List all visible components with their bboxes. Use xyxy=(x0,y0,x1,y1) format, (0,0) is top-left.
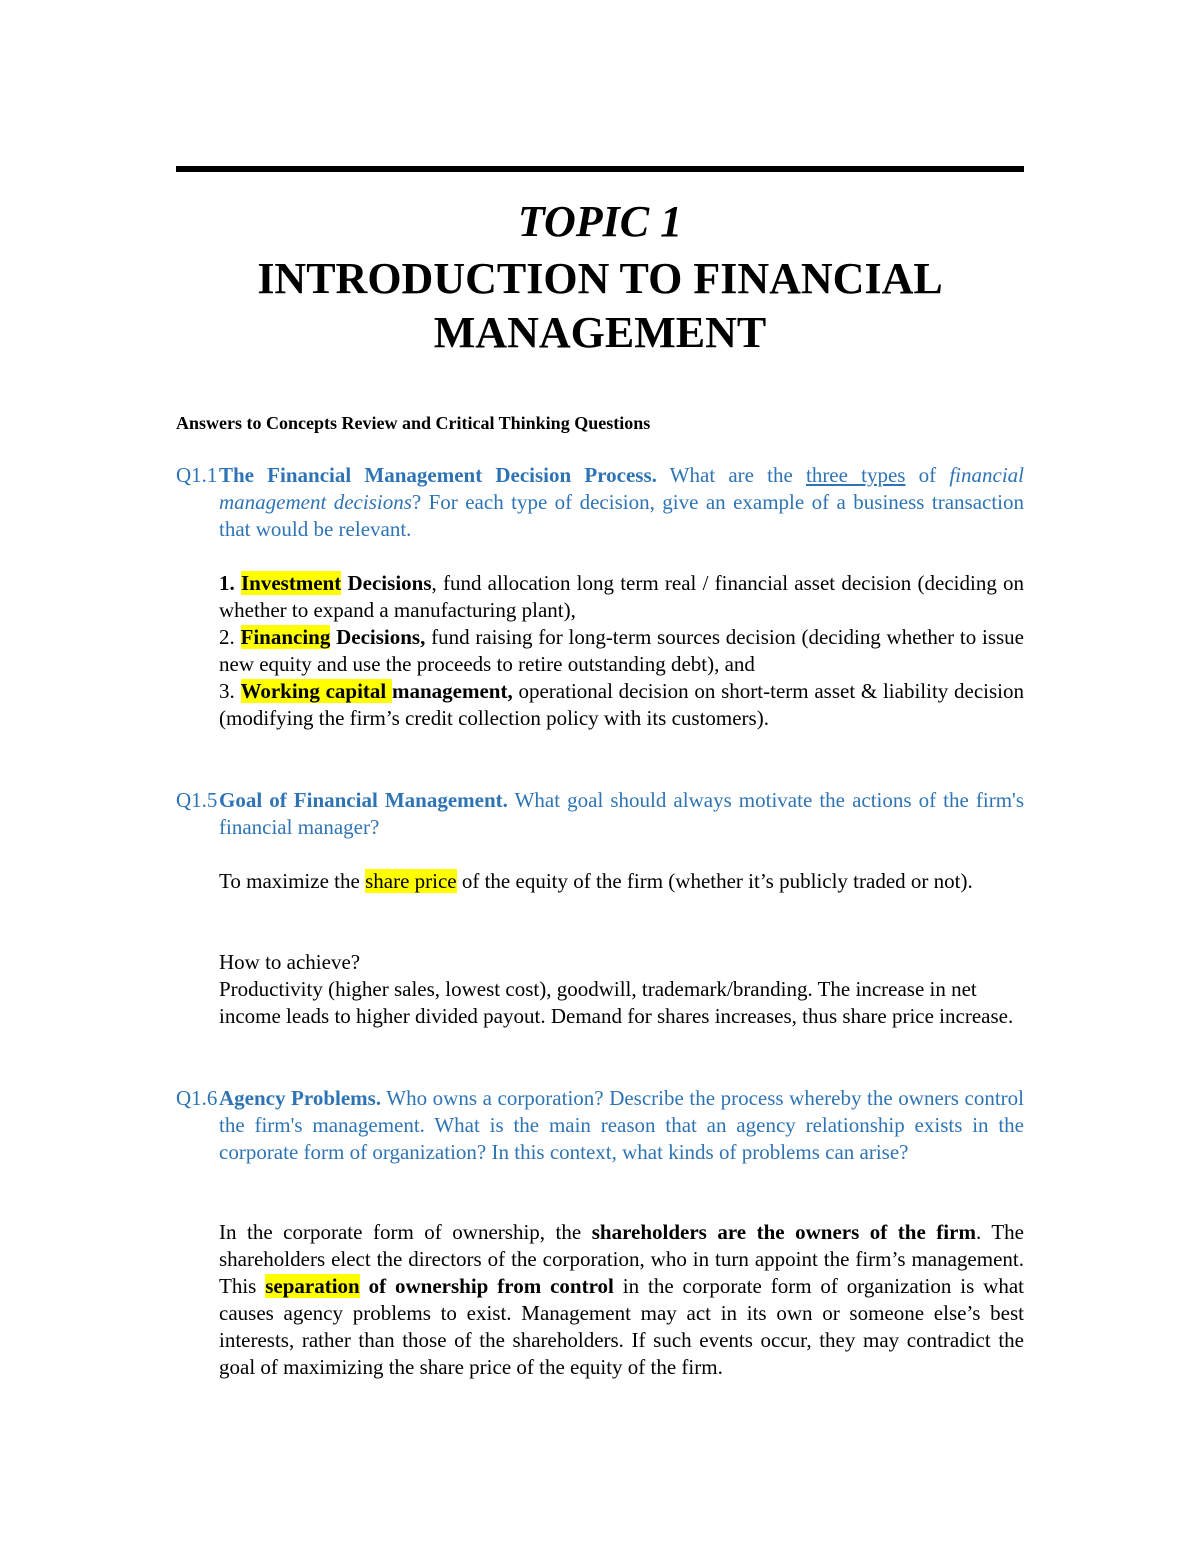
answer-1-1 xyxy=(219,570,1024,732)
question-text xyxy=(219,787,1024,841)
question-1-6 xyxy=(176,1085,1024,1166)
title-line-1: INTRODUCTION TO FINANCIAL xyxy=(257,254,943,303)
question-1-5 xyxy=(176,787,1024,841)
answer-text xyxy=(219,868,1024,895)
item-term: Decisions xyxy=(341,571,432,595)
topic-label: TOPIC 1 xyxy=(517,197,683,246)
highlighted-term: Working capital xyxy=(240,679,392,703)
question-number: Q1.1 xyxy=(176,463,218,487)
item-number: 2. xyxy=(219,625,241,649)
question-text xyxy=(219,1085,1024,1166)
answer-body: in the corporate form of organization is what causes agency problems to exist. Management may act in its own or someone else’s best interests, rather than those of the shareholders. If such events occur, they may contradict the goal of maximizing the share price of the equity of the firm. xyxy=(219,1274,1024,1379)
list-item xyxy=(219,678,1024,732)
answer-body: To maximize the xyxy=(219,869,366,893)
question-heading: Agency Problems. xyxy=(219,1086,382,1110)
question-heading: Goal of Financial Management. xyxy=(219,788,508,812)
item-text: , fund allocation long term real / financial asset decision (deciding on whether to expand a manufacturing plant), xyxy=(219,571,1025,622)
answer-body: . The shareholders elect the directors of the corporation, who in turn appoint the firm’s management. This xyxy=(219,1220,1024,1298)
bold-phrase: of ownership from control xyxy=(359,1274,614,1298)
item-number: 3. xyxy=(219,679,241,703)
item-text: operational decision on short-term asset & liability decision (modifying the firm’s credit collection policy with its customers). xyxy=(219,679,1025,730)
answer-text xyxy=(219,1219,1024,1381)
answer-1-6 xyxy=(219,1219,1024,1381)
answer-body: In the corporate form of ownership, the xyxy=(219,1220,592,1244)
list-item xyxy=(219,624,1024,678)
question-1-1 xyxy=(176,462,1024,543)
question-number: Q1.5 xyxy=(176,788,218,812)
header-rule xyxy=(176,166,1024,172)
question-body: ? For each type of decision, give an example of a business transaction that would be relevant. xyxy=(219,490,1025,541)
highlighted-term: Financing xyxy=(240,625,331,649)
page-title xyxy=(176,252,1024,360)
title-line-2: MANAGEMENT xyxy=(433,308,767,357)
question-body: What goal should always motivate the actions of the firm's financial manager? xyxy=(219,788,1024,839)
list-item xyxy=(219,570,1024,624)
highlighted-term: separation xyxy=(265,1274,360,1298)
underlined-phrase: three types xyxy=(805,463,906,487)
question-number: Q1.6 xyxy=(176,1086,218,1110)
how-title: How to achieve? xyxy=(219,950,361,974)
item-number: 1. xyxy=(219,571,241,595)
question-heading: The Financial Management Decision Process. xyxy=(219,463,657,487)
item-term: Decisions, xyxy=(330,625,426,649)
italic-phrase: financial management decisions xyxy=(219,463,1024,514)
item-text: fund raising for long-term sources decision (deciding whether to issue new equity and use the proceeds to retire outstanding debt), and xyxy=(219,625,1025,676)
highlighted-term: share price xyxy=(365,869,457,893)
question-body: of xyxy=(905,463,950,487)
item-term: management, xyxy=(392,679,513,703)
how-to-achieve xyxy=(219,949,1024,1030)
question-body: What are the xyxy=(656,463,806,487)
question-body: Who owns a corporation? Describe the process whereby the owners control the firm's management. What is the main reason that an agency relationship exists in the corporate form of organization? In this context, what kinds of problems can arise? xyxy=(219,1086,1024,1164)
highlighted-term: Investment xyxy=(240,571,342,595)
answer-body: of the equity of the firm (whether it’s publicly traded or not). xyxy=(456,869,973,893)
question-text xyxy=(219,462,1024,543)
how-text: Productivity (higher sales, lowest cost), goodwill, trademark/branding. The increase in net income leads to higher divided payout. Demand for shares increases, thus share price increase. xyxy=(219,977,1014,1028)
bold-phrase: shareholders are the owners of the firm xyxy=(591,1220,976,1244)
section-subheading: Answers to Concepts Review and Critical Thinking Questions xyxy=(176,413,651,433)
answer-1-5 xyxy=(219,868,1024,895)
